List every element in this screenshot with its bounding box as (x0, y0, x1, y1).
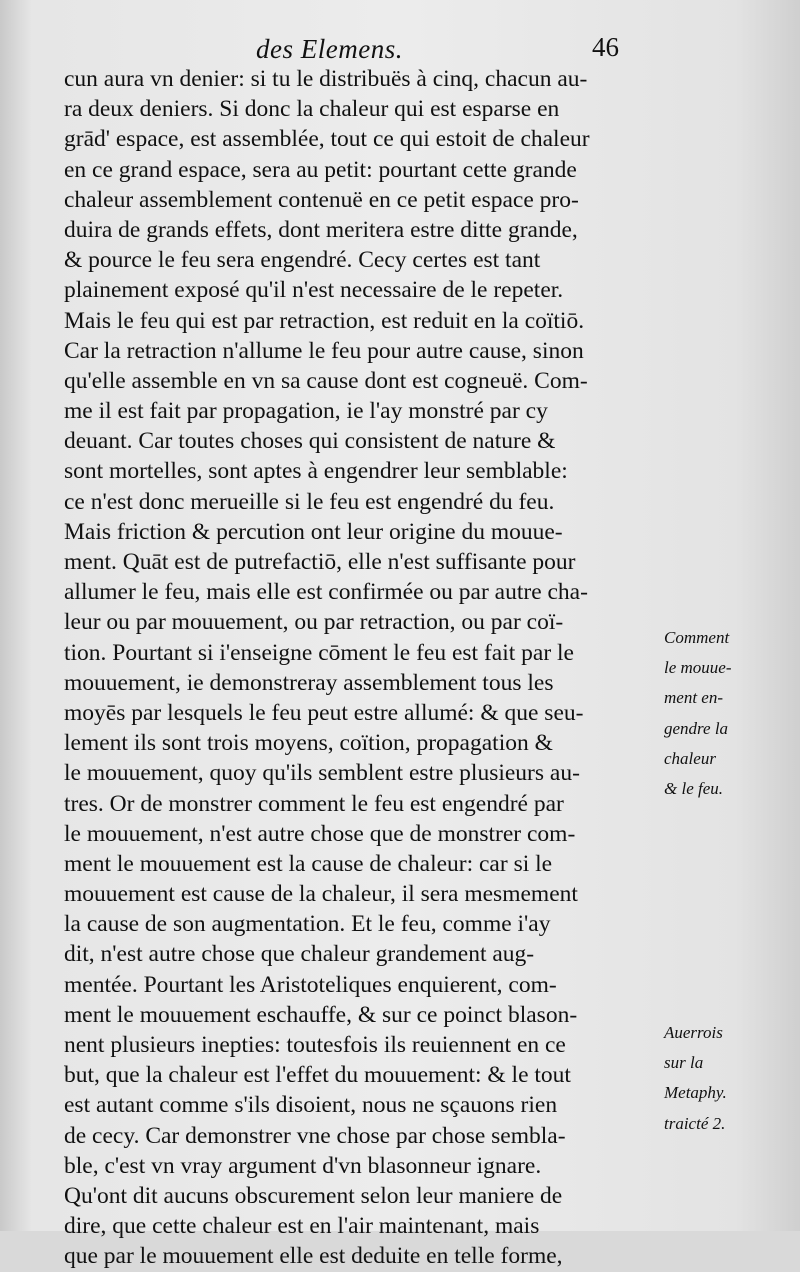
text-line: Mais le feu qui est par retraction, est reduit en la coïtiō. (64, 307, 585, 334)
text-line: & pource le feu sera engendré. Cecy certes est tant (64, 247, 541, 274)
text-line: grād' espace, est assemblée, tout ce qui estoit de chaleur (64, 126, 590, 153)
body-text (64, 64, 656, 1272)
text-line: chaleur assemblement contenuë en ce petit espace pro- (64, 186, 579, 213)
text-line: tres. Or de monstrer comment le feu est engendré par (64, 790, 564, 817)
text-line: la cause de son augmentation. Et le feu, comme i'ay (64, 911, 551, 938)
text-line: deuant. Car toutes choses qui consistent de nature & (64, 428, 556, 455)
text-line: ment le mouuement eschauffe, & sur ce poinct blason- (64, 1001, 578, 1028)
margin-note-line: Auerrois (664, 1023, 723, 1042)
margin-note-citation (664, 1018, 794, 1139)
text-line: mouuement est cause de la chaleur, il sera mesmement (64, 881, 578, 908)
margin-note-line: chaleur (664, 748, 716, 768)
text-line: ment. Quāt est de putrefactiō, elle n'est suffisante pour (64, 549, 576, 575)
text-line: en ce grand espace, sera au petit: pourtant cette grande (64, 156, 577, 183)
text-line: duira de grands effets, dont meritera estre ditte grande, (64, 216, 578, 243)
text-line: ment le mouuement est la cause de chaleur: car si le (64, 850, 553, 877)
text-line: leur ou par mouuement, ou par retraction, ou par coï- (64, 609, 564, 636)
text-line: dit, n'est autre chose que chaleur grandement aug- (64, 941, 535, 968)
text-line: qu'elle assemble en vn sa cause dont est cogneuë. Com- (64, 367, 588, 394)
margin-note-line: traicté 2. (664, 1113, 726, 1133)
text-line: Car la retraction n'allume le feu pour autre cause, sinon (64, 337, 584, 364)
margin-note-line: sur la (664, 1053, 704, 1073)
text-line: dire, que cette chaleur est en l'air maintenant, mais (64, 1213, 540, 1240)
text-line: me il est fait par propagation, ie l'ay monstré par cy (64, 398, 548, 425)
text-line: moyēs par lesquels le feu peut estre allumé: & que seu- (64, 699, 584, 726)
text-line: mouuement, ie demonstreray assemblement tous les (64, 669, 554, 696)
text-line: tion. Pourtant si i'enseigne cōment le feu est fait par le (64, 639, 574, 666)
text-line: Qu'ont dit aucuns obscurement selon leur maniere de (64, 1182, 563, 1209)
page-number: 46 (592, 32, 619, 62)
text-line: Mais friction & percution ont leur origine du mouue- (64, 518, 563, 545)
text-line: nent plusieurs inepties: toutesfois ils reuiennent en ce (64, 1032, 566, 1058)
page-header (250, 28, 650, 68)
text-line: cun aura vn denier: si tu le distribuës à cinq, chacun au- (64, 66, 588, 92)
text-line: de cecy. Car demonstrer vne chose par chose sembla- (64, 1122, 566, 1149)
running-title: des Elemens. (256, 34, 403, 64)
margin-note-line: Comment (664, 628, 730, 647)
text-line: allumer le feu, mais elle est confirmée ou par autre cha- (64, 579, 588, 606)
text-line: est autant comme s'ils disoient, nous ne sçauons rien (64, 1092, 558, 1119)
text-line: le mouuement, n'est autre chose que de monstrer com- (64, 820, 576, 847)
text-line: ra deux deniers. Si donc la chaleur qui est esparse en (64, 96, 560, 123)
text-line: sont mortelles, sont aptes à engendrer leur semblable: (64, 458, 568, 485)
text-line: lement ils sont trois moyens, coïtion, propagation & (64, 730, 553, 757)
margin-note-comment (664, 623, 794, 804)
text-line: but, que la chaleur est l'effet du mouuement: & le tout (64, 1062, 571, 1089)
text-line: ble, c'est vn vray argument d'vn blasonneur ignare. (64, 1152, 542, 1179)
text-line: plainement exposé qu'il n'est necessaire de le repeter. (64, 277, 564, 304)
text-line: le mouuement, quoy qu'ils semblent estre plusieurs au- (64, 760, 580, 787)
text-line: ce n'est donc merueille si le feu est engendré du feu. (64, 488, 555, 515)
margin-note-line: ment en- (664, 688, 724, 708)
margin-note-line: Metaphy. (664, 1083, 727, 1103)
margin-note-line: & le feu. (664, 778, 724, 798)
text-line: mentée. Pourtant les Aristoteliques enquierent, com- (64, 971, 557, 998)
margin-note-line: le mouue- (664, 658, 732, 678)
margin-note-line: gendre la (664, 718, 729, 738)
text-line: que par le mouuement elle est deduite en telle forme, (64, 1243, 563, 1270)
